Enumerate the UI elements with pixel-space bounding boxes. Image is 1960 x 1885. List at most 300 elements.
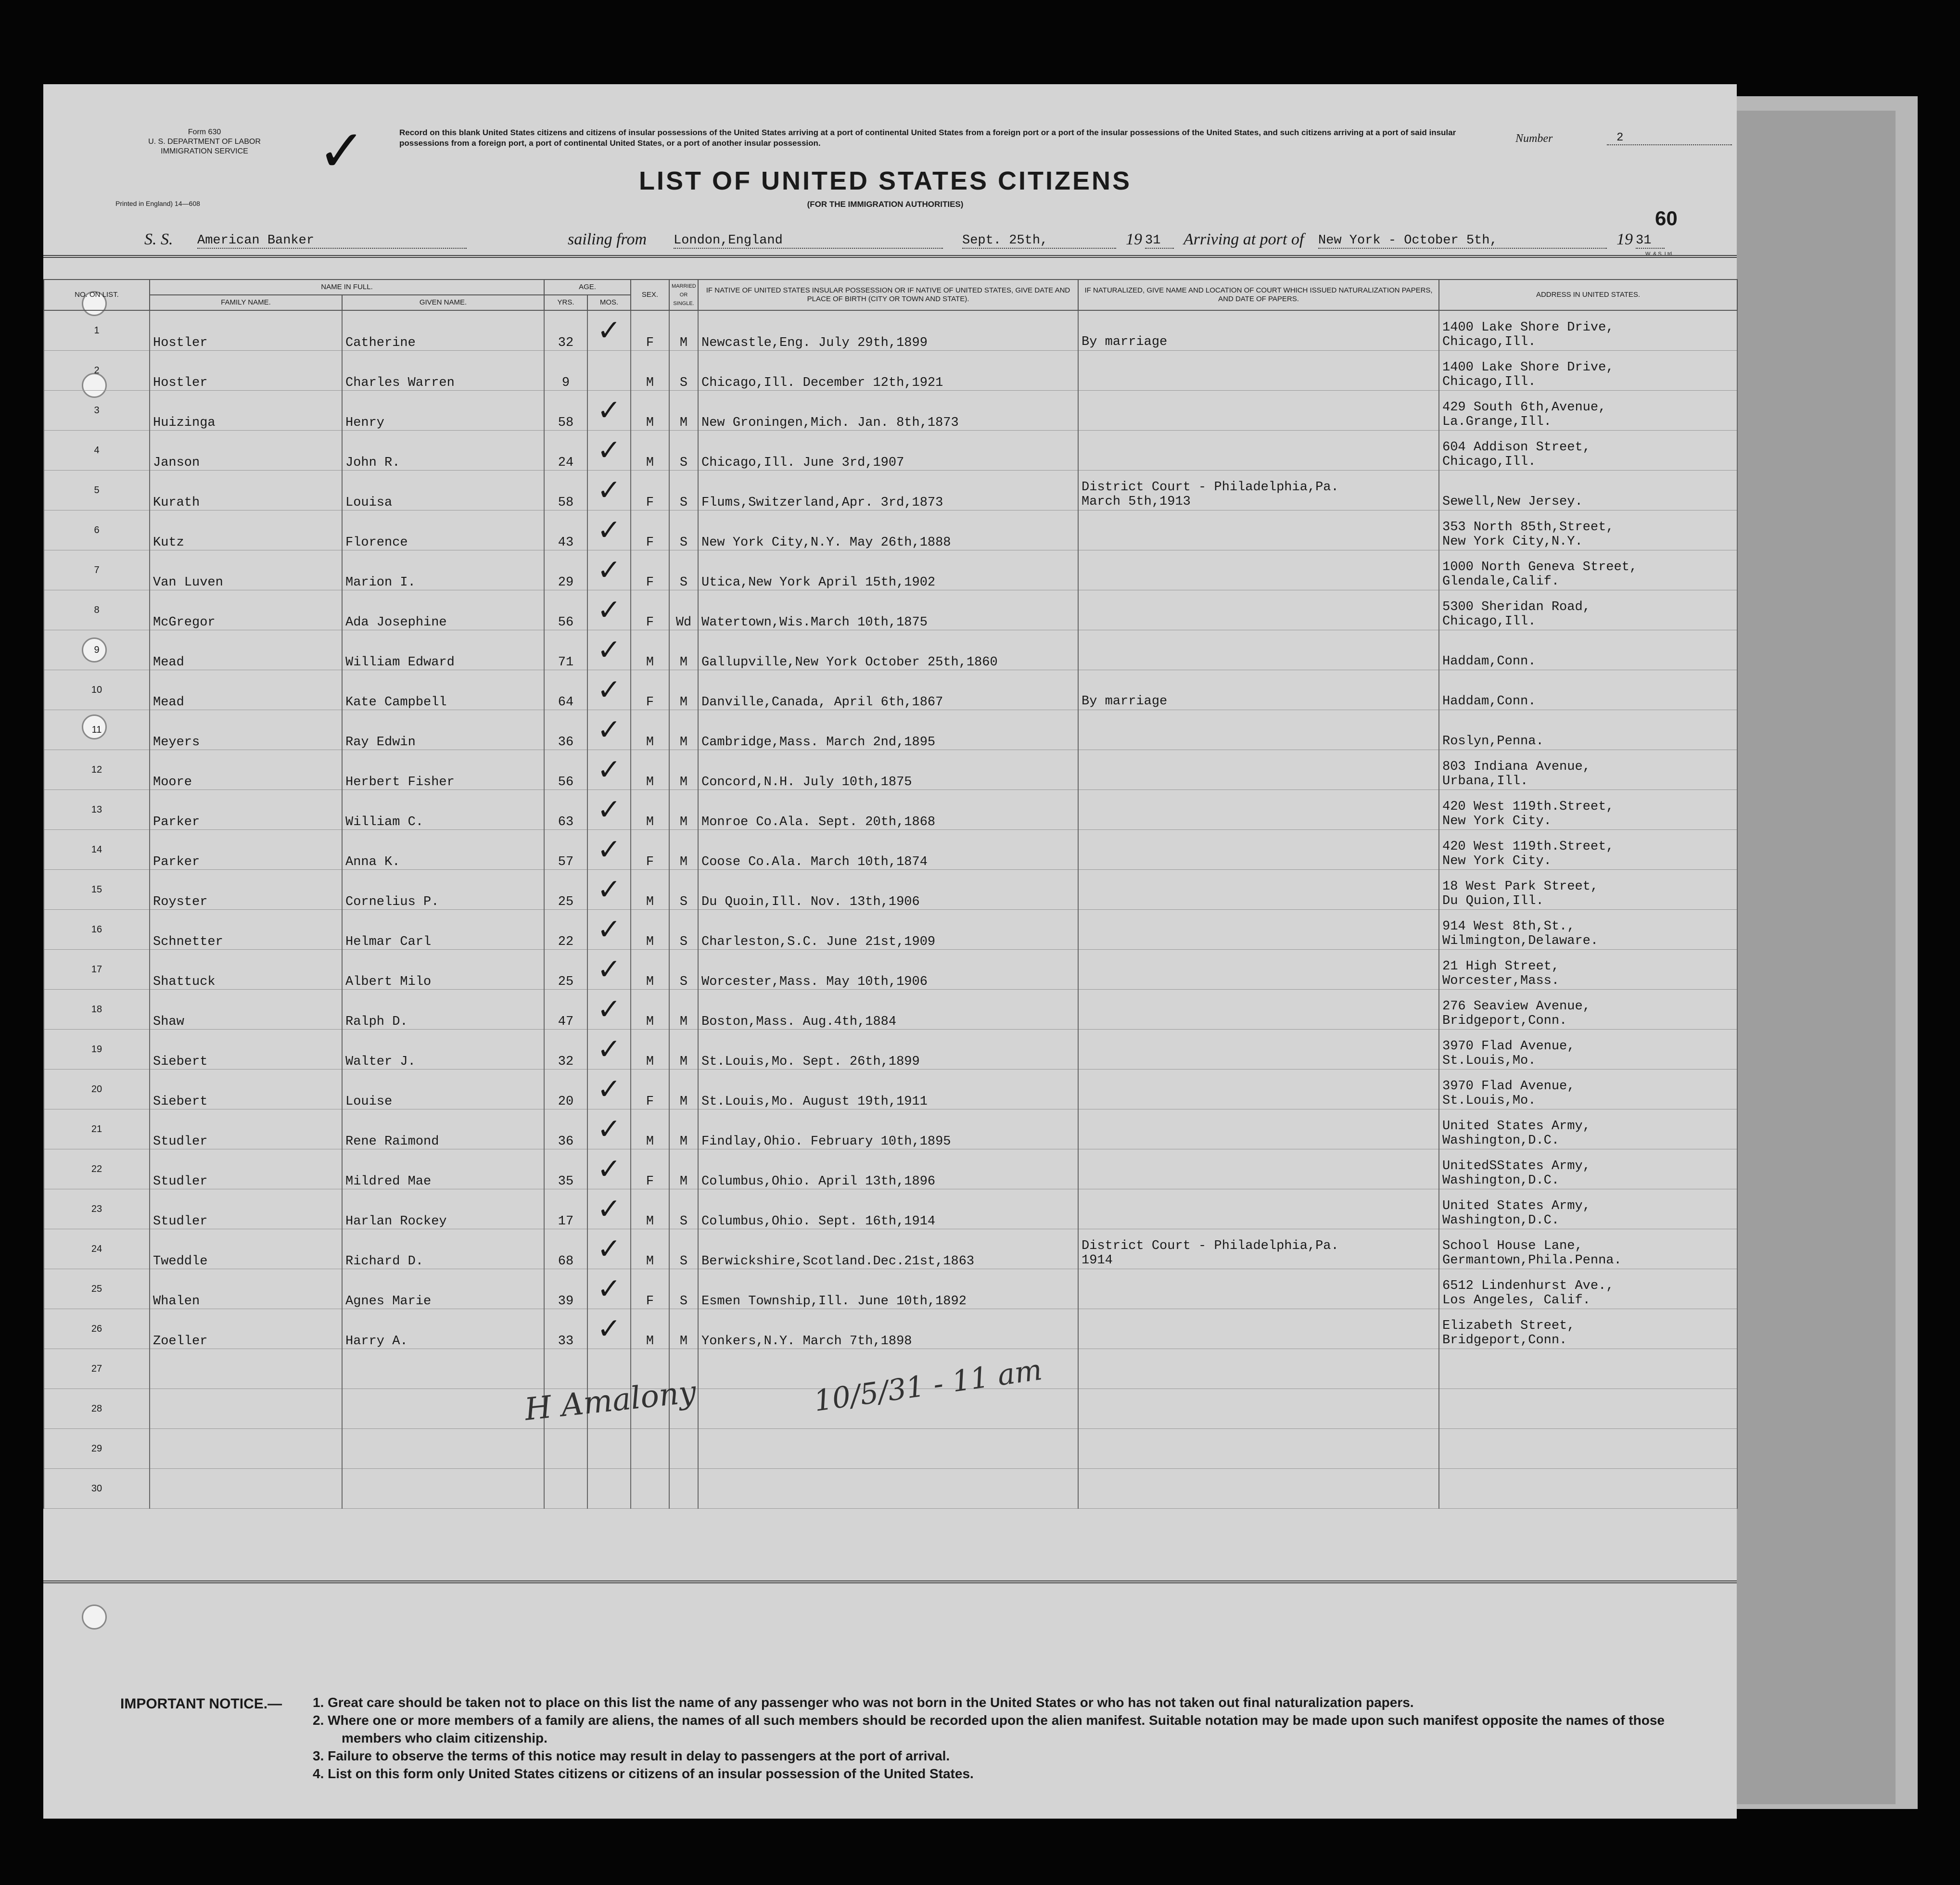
address-line: Chicago,Ill. <box>1442 455 1536 469</box>
given-name <box>342 1429 544 1469</box>
birth-info: St.Louis,Mo. August 19th,1911 <box>698 1070 1078 1109</box>
naturalization-info <box>1078 950 1439 990</box>
printer-mark: W. & S. Ltd. <box>1645 251 1674 257</box>
col-header-mos: MOS. <box>587 295 631 310</box>
department-name: U. S. DEPARTMENT OF LABOR <box>148 138 261 146</box>
given-name <box>342 1389 544 1429</box>
naturalization-info <box>1078 710 1439 750</box>
table-row <box>44 1109 1737 1149</box>
given-name: Harlan Rockey <box>342 1189 544 1229</box>
sex: M <box>631 750 669 790</box>
arrival-year: 31 <box>1636 233 1665 249</box>
table-body <box>44 310 1737 1509</box>
marital-status: M <box>669 1149 698 1189</box>
us-address <box>1439 1149 1737 1189</box>
given-name: Albert Milo <box>342 950 544 990</box>
family-name: Whalen <box>150 1269 342 1309</box>
given-name: Florence <box>342 510 544 550</box>
age-check-mark: ✓ <box>587 710 631 750</box>
address-line: 420 West 119th.Street, <box>1442 800 1614 814</box>
age-check-mark: ✓ <box>587 550 631 590</box>
marital-status: M <box>669 1309 698 1349</box>
us-address <box>1439 1109 1737 1149</box>
us-address <box>1439 910 1737 950</box>
address-line: Washington,D.C. <box>1442 1173 1560 1188</box>
us-address <box>1439 310 1737 351</box>
sex: F <box>631 1070 669 1109</box>
birth-info: Utica,New York April 15th,1902 <box>698 550 1078 590</box>
given-name: Herbert Fisher <box>342 750 544 790</box>
family-name <box>150 1349 342 1389</box>
sex: M <box>631 351 669 391</box>
col-header-yrs: YRS. <box>544 295 587 310</box>
table-row <box>44 910 1737 950</box>
naturalization-info <box>1078 1109 1439 1149</box>
age-years: 68 <box>544 1229 587 1269</box>
naturalization-info <box>1078 990 1439 1030</box>
given-name: Richard D. <box>342 1229 544 1269</box>
form-number: Form 630 <box>188 128 221 136</box>
birth-info: Worcester,Mass. May 10th,1906 <box>698 950 1078 990</box>
age-years: 36 <box>544 710 587 750</box>
row-number: 19 <box>44 1030 150 1070</box>
address-line: Washington,D.C. <box>1442 1134 1560 1148</box>
naturalization-info <box>1078 670 1439 710</box>
age-check-mark <box>587 351 631 391</box>
marital-status: M <box>669 630 698 670</box>
naturalization-info <box>1078 431 1439 471</box>
age-years: 25 <box>544 950 587 990</box>
row-number: 4 <box>44 431 150 471</box>
table-row <box>44 1269 1737 1309</box>
sex: M <box>631 910 669 950</box>
naturalization-line: By marriage <box>1082 335 1168 349</box>
row-number: 26 <box>44 1309 150 1349</box>
table-row <box>44 1030 1737 1070</box>
family-name: Siebert <box>150 1070 342 1109</box>
table-row <box>44 630 1737 670</box>
row-number: 25 <box>44 1269 150 1309</box>
col-header-birth: IF NATIVE OF UNITED STATES INSULAR POSSESSION OR IF NATIVE OF UNITED STATES, GIVE DATE AND PLACE OF BIRTH (CITY OR TOWN AND STATE). <box>698 280 1078 310</box>
address-line: 21 High Street, <box>1442 959 1560 974</box>
row-number: 10 <box>44 670 150 710</box>
naturalization-line: March 5th,1913 <box>1082 495 1191 509</box>
family-name <box>150 1429 342 1469</box>
departure-port: London,England <box>674 233 943 249</box>
family-name: Huizinga <box>150 391 342 431</box>
notice-item: 2. Where one or more members of a family are aliens, the names of all such members should be recorded upon the alien manifest. Suitable notation may be made upon such manifest opposite the names of those members who claim citizenship. <box>313 1713 1665 1745</box>
birth-info: Columbus,Ohio. April 13th,1896 <box>698 1149 1078 1189</box>
table-row <box>44 351 1737 391</box>
marital-status <box>669 1429 698 1469</box>
given-name: Charles Warren <box>342 351 544 391</box>
sex: M <box>631 1109 669 1149</box>
row-number: 8 <box>44 590 150 630</box>
table-row <box>44 790 1737 830</box>
birth-info: Boston,Mass. Aug.4th,1884 <box>698 990 1078 1030</box>
family-name: Kurath <box>150 471 342 510</box>
family-name: Mead <box>150 670 342 710</box>
given-name: Anna K. <box>342 830 544 870</box>
check-mark-icon: ✓ <box>318 118 366 185</box>
age-years: 58 <box>544 471 587 510</box>
given-name: Helmar Carl <box>342 910 544 950</box>
age-years: 22 <box>544 910 587 950</box>
age-check-mark: ✓ <box>587 750 631 790</box>
given-name: Marion I. <box>342 550 544 590</box>
family-name <box>150 1389 342 1429</box>
address-line: 604 Addison Street, <box>1442 440 1591 455</box>
row-number: 15 <box>44 870 150 910</box>
birth-info: Gallupville,New York October 25th,1860 <box>698 630 1078 670</box>
naturalization-info <box>1078 550 1439 590</box>
row-number: 27 <box>44 1349 150 1389</box>
naturalization-info <box>1078 1030 1439 1070</box>
row-number: 13 <box>44 790 150 830</box>
birth-info <box>698 1469 1078 1509</box>
citizens-table <box>43 279 1738 1509</box>
birth-info: New Groningen,Mich. Jan. 8th,1873 <box>698 391 1078 431</box>
col-header-no: NO. ON LIST. <box>44 280 150 310</box>
row-number: 24 <box>44 1229 150 1269</box>
age-years: 25 <box>544 870 587 910</box>
marital-status: S <box>669 431 698 471</box>
age-check-mark: ✓ <box>587 1229 631 1269</box>
naturalization-info <box>1078 870 1439 910</box>
form-header-block <box>115 127 293 156</box>
age-check-mark: ✓ <box>587 590 631 630</box>
address-line: Haddam,Conn. <box>1442 694 1536 709</box>
row-number: 17 <box>44 950 150 990</box>
row-number: 16 <box>44 910 150 950</box>
address-line: 353 North 85th,Street, <box>1442 520 1614 535</box>
given-name: Agnes Marie <box>342 1269 544 1309</box>
us-address <box>1439 1189 1737 1229</box>
sex: M <box>631 870 669 910</box>
birth-info: Chicago,Ill. June 3rd,1907 <box>698 431 1078 471</box>
departure-date: Sept. 25th, <box>962 233 1116 249</box>
age-check-mark <box>587 1429 631 1469</box>
age-check-mark: ✓ <box>587 1309 631 1349</box>
punch-hole <box>82 1605 107 1630</box>
address-line: Wilmington,Delaware. <box>1442 934 1599 948</box>
naturalization-info <box>1078 351 1439 391</box>
address-line: 276 Seaview Avenue, <box>1442 999 1591 1014</box>
us-address <box>1439 471 1737 510</box>
row-number: 2 <box>44 351 150 391</box>
age-check-mark: ✓ <box>587 830 631 870</box>
sex: M <box>631 630 669 670</box>
birth-info: Findlay,Ohio. February 10th,1895 <box>698 1109 1078 1149</box>
address-line: 803 Indiana Avenue, <box>1442 760 1591 774</box>
naturalization-info <box>1078 471 1439 510</box>
family-name: Kutz <box>150 510 342 550</box>
age-check-mark: ✓ <box>587 1030 631 1070</box>
ss-label: S. S. <box>144 230 173 248</box>
us-address <box>1439 670 1737 710</box>
us-address <box>1439 550 1737 590</box>
col-header-given: GIVEN NAME. <box>342 295 544 310</box>
age-check-mark: ✓ <box>587 1109 631 1149</box>
us-address <box>1439 630 1737 670</box>
marital-status: M <box>669 990 698 1030</box>
row-number: 21 <box>44 1109 150 1149</box>
age-check-mark: ✓ <box>587 670 631 710</box>
birth-info: Watertown,Wis.March 10th,1875 <box>698 590 1078 630</box>
service-name: IMMIGRATION SERVICE <box>161 147 248 155</box>
row-number: 1 <box>44 310 150 351</box>
age-years <box>544 1469 587 1509</box>
us-address <box>1439 790 1737 830</box>
given-name: Ray Edwin <box>342 710 544 750</box>
marital-status: M <box>669 310 698 351</box>
age-check-mark: ✓ <box>587 910 631 950</box>
table-row <box>44 990 1737 1030</box>
address-line: Washington,D.C. <box>1442 1213 1560 1228</box>
address-line: 429 South 6th,Avenue, <box>1442 400 1606 415</box>
manifest-page <box>43 84 1737 1819</box>
address-line: Germantown,Phila.Penna. <box>1442 1253 1622 1268</box>
marital-status: S <box>669 550 698 590</box>
age-years: 20 <box>544 1070 587 1109</box>
table-row <box>44 391 1737 431</box>
age-years: 36 <box>544 1109 587 1149</box>
page-title: LIST OF UNITED STATES CITIZENS <box>639 166 1132 195</box>
address-line: 1400 Lake Shore Drive, <box>1442 320 1614 335</box>
age-years: 47 <box>544 990 587 1030</box>
address-line: Du Quion,Ill. <box>1442 894 1544 908</box>
address-line: St.Louis,Mo. <box>1442 1054 1536 1068</box>
family-name: Parker <box>150 830 342 870</box>
us-address <box>1439 830 1737 870</box>
address-line: 3970 Flad Avenue, <box>1442 1079 1575 1094</box>
birth-info: Columbus,Ohio. Sept. 16th,1914 <box>698 1189 1078 1229</box>
number-label: Number <box>1515 132 1553 145</box>
age-check-mark: ✓ <box>587 1070 631 1109</box>
family-name <box>150 1469 342 1509</box>
naturalization-line: District Court - Philadelphia,Pa. <box>1082 480 1339 495</box>
col-header-age: AGE. <box>544 280 631 295</box>
us-address <box>1439 1389 1737 1429</box>
table-row <box>44 950 1737 990</box>
row-number: 23 <box>44 1189 150 1229</box>
us-address <box>1439 1469 1737 1509</box>
family-name: Zoeller <box>150 1309 342 1349</box>
table-row <box>44 1189 1737 1229</box>
given-name: Ada Josephine <box>342 590 544 630</box>
sex: M <box>631 1030 669 1070</box>
sex: M <box>631 790 669 830</box>
given-name: Kate Campbell <box>342 670 544 710</box>
address-line: Urbana,Ill. <box>1442 774 1528 789</box>
sex: M <box>631 1229 669 1269</box>
us-address <box>1439 351 1737 391</box>
address-line: 18 West Park Street, <box>1442 879 1599 894</box>
arriving-label: Arriving at port of <box>1184 230 1304 248</box>
us-address <box>1439 870 1737 910</box>
age-years: 56 <box>544 750 587 790</box>
family-name: Tweddle <box>150 1229 342 1269</box>
age-check-mark: ✓ <box>587 990 631 1030</box>
marital-status: M <box>669 1070 698 1109</box>
family-name: Shattuck <box>150 950 342 990</box>
birth-info: Charleston,S.C. June 21st,1909 <box>698 910 1078 950</box>
departure-year: 31 <box>1145 233 1174 249</box>
address-line: Chicago,Ill. <box>1442 614 1536 629</box>
birth-info: Newcastle,Eng. July 29th,1899 <box>698 310 1078 351</box>
marital-status: M <box>669 670 698 710</box>
sailing-from-label: sailing from <box>568 230 647 248</box>
naturalization-info <box>1078 1389 1439 1429</box>
row-number: 11 <box>44 710 150 750</box>
address-line: Chicago,Ill. <box>1442 335 1536 349</box>
marital-status: M <box>669 790 698 830</box>
naturalization-info <box>1078 1070 1439 1109</box>
birth-info: Danville,Canada, April 6th,1867 <box>698 670 1078 710</box>
age-years: 24 <box>544 431 587 471</box>
sex: F <box>631 550 669 590</box>
address-line: St.Louis,Mo. <box>1442 1094 1536 1108</box>
address-line: Roslyn,Penna. <box>1442 734 1544 749</box>
col-header-married: MARRIED OR SINGLE. <box>669 280 698 310</box>
age-years <box>544 1349 587 1389</box>
us-address <box>1439 1309 1737 1349</box>
age-check-mark: ✓ <box>587 870 631 910</box>
address-line: School House Lane, <box>1442 1239 1583 1253</box>
row-number: 5 <box>44 471 150 510</box>
address-line: 5300 Sheridan Road, <box>1442 600 1591 614</box>
birth-info <box>698 1429 1078 1469</box>
naturalization-info <box>1078 910 1439 950</box>
marital-status: M <box>669 830 698 870</box>
us-address <box>1439 1269 1737 1309</box>
row-number: 6 <box>44 510 150 550</box>
notice-label: IMPORTANT NOTICE.— <box>120 1696 282 1712</box>
age-check-mark: ✓ <box>587 1189 631 1229</box>
marital-status: M <box>669 1109 698 1149</box>
age-years: 32 <box>544 310 587 351</box>
family-name: Hostler <box>150 310 342 351</box>
us-address <box>1439 1070 1737 1109</box>
given-name: John R. <box>342 431 544 471</box>
naturalization-info <box>1078 830 1439 870</box>
address-line: United States Army, <box>1442 1199 1591 1213</box>
age-check-mark: ✓ <box>587 471 631 510</box>
sex: M <box>631 431 669 471</box>
table-row <box>44 1229 1737 1269</box>
sex: M <box>631 710 669 750</box>
address-line: Worcester,Mass. <box>1442 974 1560 988</box>
sex: F <box>631 590 669 630</box>
table-row <box>44 670 1737 710</box>
birth-info: Chicago,Ill. December 12th,1921 <box>698 351 1078 391</box>
age-years: 9 <box>544 351 587 391</box>
sex: M <box>631 990 669 1030</box>
given-name: William C. <box>342 790 544 830</box>
address-line: Los Angeles, Calif. <box>1442 1293 1591 1308</box>
address-line: Bridgeport,Conn. <box>1442 1333 1567 1348</box>
table-row <box>44 710 1737 750</box>
marital-status: S <box>669 950 698 990</box>
us-address <box>1439 431 1737 471</box>
age-years: 33 <box>544 1309 587 1349</box>
naturalization-info <box>1078 1469 1439 1509</box>
marital-status: S <box>669 1269 698 1309</box>
row-number: 3 <box>44 391 150 431</box>
arrival-year-prefix: 19 <box>1616 230 1633 248</box>
age-check-mark <box>587 1469 631 1509</box>
birth-info: Concord,N.H. July 10th,1875 <box>698 750 1078 790</box>
naturalization-line: District Court - Philadelphia,Pa. <box>1082 1239 1339 1253</box>
given-name: Louise <box>342 1070 544 1109</box>
family-name: Mead <box>150 630 342 670</box>
marital-status: M <box>669 710 698 750</box>
sex <box>631 1469 669 1509</box>
marital-status: M <box>669 750 698 790</box>
given-name: William Edward <box>342 630 544 670</box>
age-check-mark: ✓ <box>587 950 631 990</box>
table-row <box>44 1429 1737 1469</box>
naturalization-info <box>1078 630 1439 670</box>
row-number: 29 <box>44 1429 150 1469</box>
col-header-naturalized: IF NATURALIZED, GIVE NAME AND LOCATION OF COURT WHICH ISSUED NATURALIZATION PAPERS, AND DATE OF PAPERS. <box>1078 280 1439 310</box>
page-subtitle: (FOR THE IMMIGRATION AUTHORITIES) <box>807 200 964 209</box>
table-row <box>44 590 1737 630</box>
given-name: Catherine <box>342 310 544 351</box>
row-number: 30 <box>44 1469 150 1509</box>
naturalization-info <box>1078 790 1439 830</box>
birth-info: Esmen Township,Ill. June 10th,1892 <box>698 1269 1078 1309</box>
naturalization-info <box>1078 1229 1439 1269</box>
sex: F <box>631 471 669 510</box>
table-row <box>44 550 1737 590</box>
voyage-line <box>144 229 1713 253</box>
family-name: Janson <box>150 431 342 471</box>
us-address <box>1439 1030 1737 1070</box>
birth-info: Yonkers,N.Y. March 7th,1898 <box>698 1309 1078 1349</box>
us-address <box>1439 1349 1737 1389</box>
birth-info: Du Quoin,Ill. Nov. 13th,1906 <box>698 870 1078 910</box>
given-name: Henry <box>342 391 544 431</box>
table-row <box>44 1469 1737 1509</box>
sheet-number: 60 <box>1655 207 1678 229</box>
given-name: Louisa <box>342 471 544 510</box>
sex: F <box>631 510 669 550</box>
sex: F <box>631 310 669 351</box>
given-name: Cornelius P. <box>342 870 544 910</box>
address-line: Glendale,Calif. <box>1442 574 1560 589</box>
row-number: 14 <box>44 830 150 870</box>
col-header-address: ADDRESS IN UNITED STATES. <box>1439 280 1737 310</box>
row-number: 12 <box>44 750 150 790</box>
us-address <box>1439 391 1737 431</box>
family-name: Schnetter <box>150 910 342 950</box>
us-address <box>1439 510 1737 550</box>
address-line: Chicago,Ill. <box>1442 375 1536 389</box>
naturalization-line: 1914 <box>1082 1253 1113 1268</box>
naturalization-info <box>1078 1269 1439 1309</box>
marital-status <box>669 1469 698 1509</box>
sex: F <box>631 1149 669 1189</box>
birth-info: New York City,N.Y. May 26th,1888 <box>698 510 1078 550</box>
age-check-mark: ✓ <box>587 310 631 351</box>
naturalization-info <box>1078 1349 1439 1389</box>
address-line: La.Grange,Ill. <box>1442 415 1552 429</box>
family-name: Parker <box>150 790 342 830</box>
marital-status: S <box>669 471 698 510</box>
age-years: 35 <box>544 1149 587 1189</box>
age-years: 71 <box>544 630 587 670</box>
